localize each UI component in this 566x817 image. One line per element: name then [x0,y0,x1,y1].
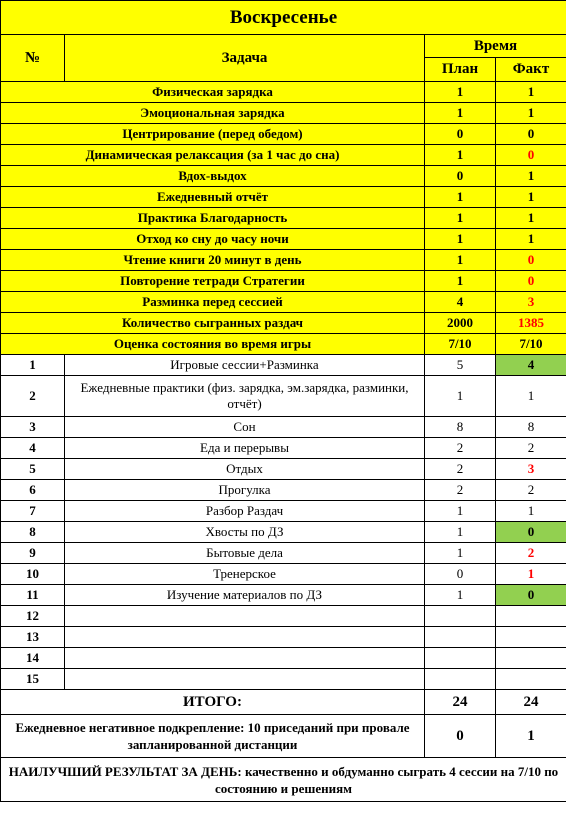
yellow-row-plan: 1 [425,208,496,229]
yellow-row [1,145,566,166]
negative-reinforcement-row [1,715,566,758]
yellow-row-fact: 1 [496,82,566,103]
yellow-row-plan: 1 [425,250,496,271]
yellow-row [1,166,566,187]
row-number: 3 [1,417,65,438]
yellow-row-task: Эмоциональная зарядка [1,103,425,124]
yellow-row-task: Разминка перед сессией [1,292,425,313]
row-fact: 0 [496,522,566,543]
row-fact [496,669,566,690]
yellow-row-task: Оценка состояния во время игры [1,334,425,355]
yellow-row-fact: 1385 [496,313,566,334]
negative-fact: 1 [496,715,566,758]
yellow-row-fact: 1 [496,103,566,124]
yellow-row [1,124,566,145]
table-row [1,355,566,376]
yellow-row [1,271,566,292]
row-task: Бытовые дела [65,543,425,564]
row-number: 15 [1,669,65,690]
page-title: Воскресенье [1,1,566,35]
yellow-row-plan: 1 [425,187,496,208]
yellow-row [1,250,566,271]
total-fact: 24 [496,690,566,715]
best-result-row [1,758,566,802]
table-row [1,480,566,501]
row-fact [496,648,566,669]
row-plan: 8 [425,417,496,438]
yellow-row-task: Повторение тетради Стратегии [1,271,425,292]
row-number: 4 [1,438,65,459]
row-fact [496,627,566,648]
negative-plan: 0 [425,715,496,758]
row-number: 14 [1,648,65,669]
row-fact: 4 [496,355,566,376]
row-plan: 2 [425,438,496,459]
yellow-row-task: Количество сыгранных раздач [1,313,425,334]
yellow-row-plan: 0 [425,166,496,187]
row-task: Сон [65,417,425,438]
yellow-row-fact: 0 [496,124,566,145]
yellow-row [1,187,566,208]
yellow-row [1,292,566,313]
yellow-row-plan: 7/10 [425,334,496,355]
yellow-row [1,334,566,355]
row-task [65,627,425,648]
row-task: Игровые сессии+Разминка [65,355,425,376]
yellow-row-task: Динамическая релаксация (за 1 час до сна) [1,145,425,166]
row-plan: 1 [425,522,496,543]
table-row [1,417,566,438]
row-plan [425,648,496,669]
row-number: 13 [1,627,65,648]
row-fact: 2 [496,438,566,459]
row-fact [496,606,566,627]
row-fact: 3 [496,459,566,480]
row-number: 1 [1,355,65,376]
row-task: Хвосты по ДЗ [65,522,425,543]
row-plan: 1 [425,501,496,522]
yellow-row-task: Вдох-выдох [1,166,425,187]
row-number: 5 [1,459,65,480]
row-plan: 1 [425,543,496,564]
yellow-row-task: Физическая зарядка [1,82,425,103]
negative-reinforcement-text: Ежедневное негативное подкрепление: 10 приседаний при провале запланированной дистанции [1,715,425,758]
row-task: Ежедневные практики (физ. зарядка, эм.зарядка, разминки, отчёт) [65,376,425,417]
row-task: Тренерское [65,564,425,585]
row-number: 6 [1,480,65,501]
row-plan [425,627,496,648]
row-fact: 8 [496,417,566,438]
yellow-row-plan: 1 [425,145,496,166]
row-number: 10 [1,564,65,585]
table-row [1,543,566,564]
table-row [1,606,566,627]
yellow-row-task: Отход ко сну до часу ночи [1,229,425,250]
yellow-row-fact: 1 [496,208,566,229]
row-fact: 1 [496,501,566,522]
table-row [1,438,566,459]
yellow-row-fact: 7/10 [496,334,566,355]
row-plan: 5 [425,355,496,376]
yellow-row-task: Чтение книги 20 минут в день [1,250,425,271]
yellow-row-fact: 1 [496,229,566,250]
yellow-row-fact: 3 [496,292,566,313]
row-number: 7 [1,501,65,522]
row-plan: 1 [425,376,496,417]
row-task: Прогулка [65,480,425,501]
yellow-row [1,229,566,250]
row-plan [425,669,496,690]
row-number: 8 [1,522,65,543]
table-row [1,501,566,522]
yellow-row-fact: 0 [496,271,566,292]
header-plan: План [425,58,496,82]
header-time: Время [425,35,566,58]
yellow-row-plan: 0 [425,124,496,145]
table-row [1,564,566,585]
table-row [1,669,566,690]
yellow-row [1,82,566,103]
yellow-row-fact: 1 [496,187,566,208]
row-number: 9 [1,543,65,564]
row-plan: 0 [425,564,496,585]
yellow-row [1,208,566,229]
row-plan [425,606,496,627]
table-row [1,627,566,648]
table-row [1,585,566,606]
row-number: 2 [1,376,65,417]
total-plan: 24 [425,690,496,715]
yellow-row-task: Практика Благодарность [1,208,425,229]
header-task: Задача [65,35,425,82]
total-label: ИТОГО: [1,690,425,715]
yellow-row-plan: 2000 [425,313,496,334]
yellow-row-task: Центрирование (перед обедом) [1,124,425,145]
header-number: № [1,35,65,82]
row-task: Отдых [65,459,425,480]
yellow-row-plan: 1 [425,103,496,124]
row-fact: 1 [496,376,566,417]
row-task: Разбор Раздач [65,501,425,522]
table-row [1,376,566,417]
yellow-row-fact: 1 [496,166,566,187]
row-fact: 0 [496,585,566,606]
total-row [1,690,566,715]
yellow-row-task: Ежедневный отчёт [1,187,425,208]
row-fact: 1 [496,564,566,585]
yellow-row-fact: 0 [496,145,566,166]
row-task [65,648,425,669]
row-task [65,606,425,627]
row-number: 12 [1,606,65,627]
yellow-row-plan: 4 [425,292,496,313]
row-task: Изучение материалов по ДЗ [65,585,425,606]
yellow-row-plan: 1 [425,82,496,103]
table-row [1,648,566,669]
row-plan: 1 [425,585,496,606]
row-fact: 2 [496,480,566,501]
row-plan: 2 [425,480,496,501]
yellow-row [1,103,566,124]
header-fact: Факт [496,58,566,82]
table-row [1,522,566,543]
row-task: Еда и перерывы [65,438,425,459]
row-fact: 2 [496,543,566,564]
yellow-row-plan: 1 [425,229,496,250]
table-row [1,459,566,480]
best-result-text: НАИЛУЧШИЙ РЕЗУЛЬТАТ ЗА ДЕНЬ: качественно и обдуманно сыграть 4 сессии на 7/10 по состоянию и решениям [1,758,566,802]
yellow-row-plan: 1 [425,271,496,292]
row-plan: 2 [425,459,496,480]
row-task [65,669,425,690]
row-number: 11 [1,585,65,606]
yellow-row-fact: 0 [496,250,566,271]
yellow-row [1,313,566,334]
